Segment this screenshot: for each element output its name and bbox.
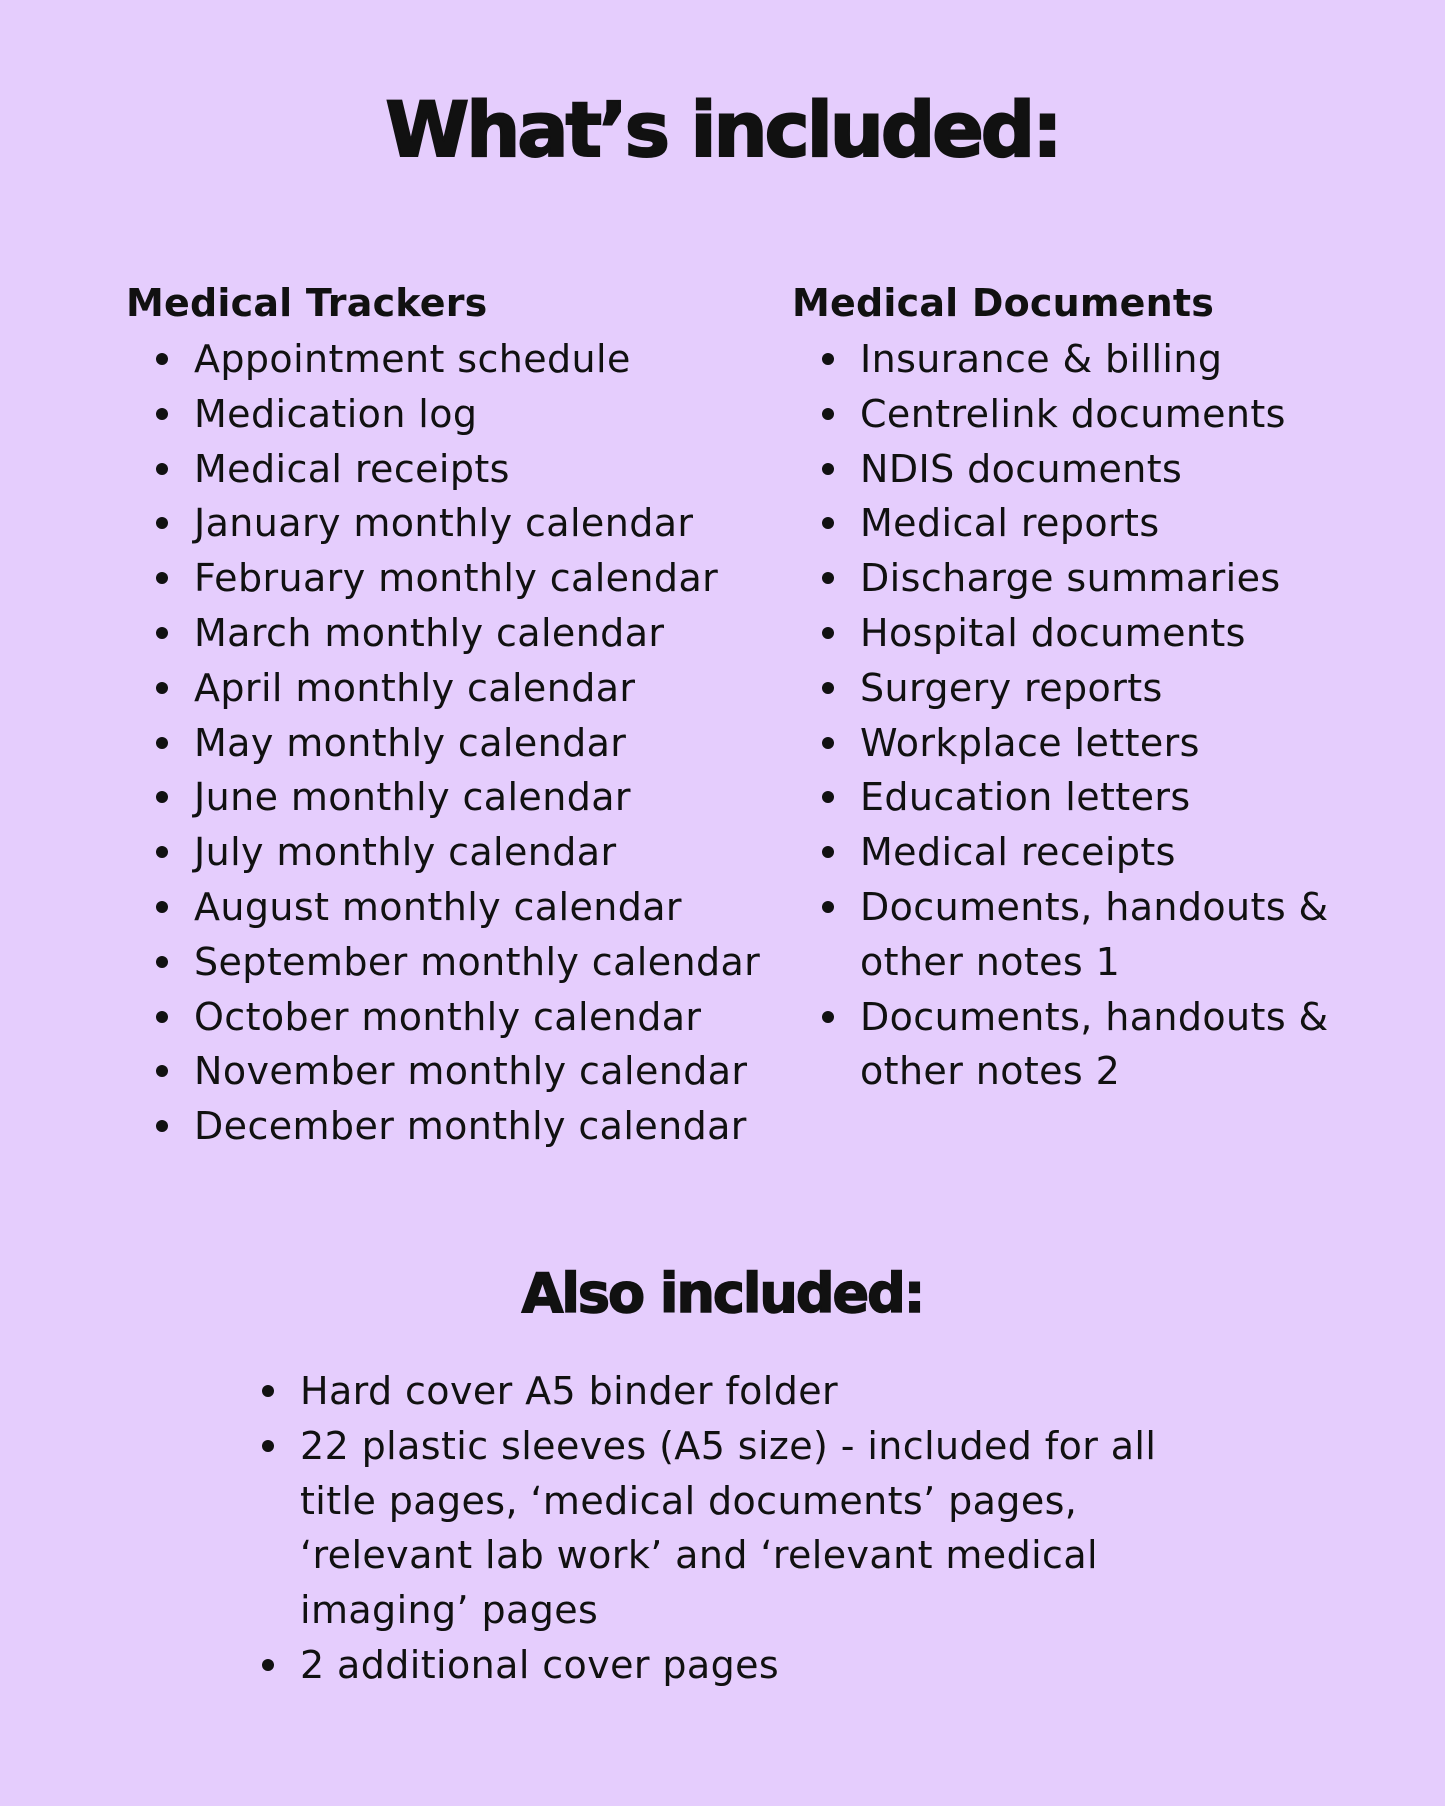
bullet-icon <box>156 846 168 858</box>
list-item <box>126 1099 766 1154</box>
bullet-icon <box>822 791 834 803</box>
list-item-label: Discharge summaries <box>860 556 1281 601</box>
bullet-icon <box>822 1011 834 1023</box>
list-item-label: NDIS documents <box>860 446 1183 491</box>
list-item-label: July monthly calendar <box>194 830 617 875</box>
list-item-label: May monthly calendar <box>194 720 627 765</box>
list-item-label: 2 additional cover pages <box>300 1642 780 1687</box>
medical-documents-list <box>792 332 1352 1099</box>
list-item <box>792 606 1352 661</box>
medical-trackers-heading: Medical Trackers <box>126 281 488 325</box>
list-item <box>792 496 1352 551</box>
bullet-icon <box>156 791 168 803</box>
also-included-section <box>232 1364 1232 1693</box>
list-item <box>126 880 766 935</box>
list-item <box>792 661 1352 716</box>
list-item-label: August monthly calendar <box>194 884 682 929</box>
list-item <box>126 496 766 551</box>
bullet-icon <box>822 846 834 858</box>
bullet-icon <box>156 901 168 913</box>
bullet-icon <box>822 572 834 584</box>
bullet-icon <box>822 737 834 749</box>
bullet-icon <box>156 627 168 639</box>
bullet-icon <box>156 737 168 749</box>
bullet-icon <box>822 682 834 694</box>
list-item <box>126 332 766 387</box>
bullet-icon <box>156 682 168 694</box>
list-item-label: September monthly calendar <box>194 939 761 984</box>
bullet-icon <box>156 517 168 529</box>
medical-documents-section <box>792 276 1352 1099</box>
list-item-label: Documents, handouts & other notes 2 <box>860 994 1329 1094</box>
also-included-heading: Also included: <box>521 1262 924 1325</box>
list-item-label: January monthly calendar <box>194 501 694 546</box>
list-item <box>126 1044 766 1099</box>
list-item <box>232 1638 1232 1693</box>
medical-trackers-list <box>126 332 766 1154</box>
list-item <box>792 880 1352 990</box>
list-item <box>792 332 1352 387</box>
list-item-label: October monthly calendar <box>194 994 702 1039</box>
bullet-icon <box>822 901 834 913</box>
list-item-label: December monthly calendar <box>194 1104 747 1149</box>
bullet-icon <box>822 353 834 365</box>
list-item <box>126 935 766 990</box>
medical-trackers-section <box>126 276 766 1154</box>
bullet-icon <box>262 1385 274 1397</box>
bullet-icon <box>156 1065 168 1077</box>
list-item <box>126 825 766 880</box>
list-item-label: 22 plastic sleeves (A5 size) - included for all title pages, ‘medical documents’ pages, ‘relevant lab work’ and ‘relevant medical imaging’ pages <box>300 1423 1157 1633</box>
bullet-icon <box>262 1659 274 1671</box>
bullet-icon <box>156 408 168 420</box>
bullet-icon <box>156 463 168 475</box>
list-item-label: Insurance & billing <box>860 337 1223 381</box>
list-item-label: Education letters <box>860 775 1191 820</box>
bullet-icon <box>156 956 168 968</box>
list-item <box>792 387 1352 442</box>
list-item <box>126 387 766 442</box>
list-item <box>126 606 766 661</box>
list-item-label: March monthly calendar <box>194 610 665 655</box>
list-item <box>126 770 766 825</box>
list-item <box>126 442 766 497</box>
list-item <box>792 442 1352 497</box>
bullet-icon <box>156 1011 168 1023</box>
list-item <box>126 551 766 606</box>
list-item-label: April monthly calendar <box>194 665 636 710</box>
medical-documents-heading: Medical Documents <box>792 281 1215 325</box>
bullet-icon <box>822 517 834 529</box>
bullet-icon <box>156 572 168 584</box>
bullet-icon <box>262 1440 274 1452</box>
list-item-label: February monthly calendar <box>194 556 719 601</box>
list-item <box>792 825 1352 880</box>
list-item <box>126 990 766 1045</box>
bullet-icon <box>822 463 834 475</box>
list-item <box>792 770 1352 825</box>
list-item-label: Medical reports <box>860 501 1160 546</box>
list-item-label: Workplace letters <box>860 720 1200 765</box>
list-item-label: Medical receipts <box>194 446 510 491</box>
also-included-list <box>232 1364 1232 1693</box>
list-item <box>126 716 766 771</box>
bullet-icon <box>822 408 834 420</box>
list-item-label: Documents, handouts & other notes 1 <box>860 884 1329 984</box>
page-title: What’s included: <box>385 85 1060 174</box>
list-item-label: November monthly calendar <box>194 1049 748 1094</box>
bullet-icon <box>822 627 834 639</box>
list-item-label: Surgery reports <box>860 665 1163 710</box>
list-item-label: Centrelink documents <box>860 391 1286 436</box>
list-item-label: Medical receipts <box>860 830 1176 875</box>
list-item <box>792 716 1352 771</box>
list-item-label: Medication log <box>194 391 478 436</box>
list-item-label: Appointment schedule <box>194 337 631 381</box>
list-item <box>232 1364 1232 1419</box>
list-item-label: June monthly calendar <box>194 775 631 820</box>
list-item <box>126 661 766 716</box>
list-item-label: Hard cover A5 binder folder <box>300 1369 839 1413</box>
list-item <box>232 1419 1232 1638</box>
bullet-icon <box>156 353 168 365</box>
list-item <box>792 551 1352 606</box>
list-item-label: Hospital documents <box>860 610 1246 655</box>
bullet-icon <box>156 1120 168 1132</box>
list-item <box>792 990 1352 1100</box>
